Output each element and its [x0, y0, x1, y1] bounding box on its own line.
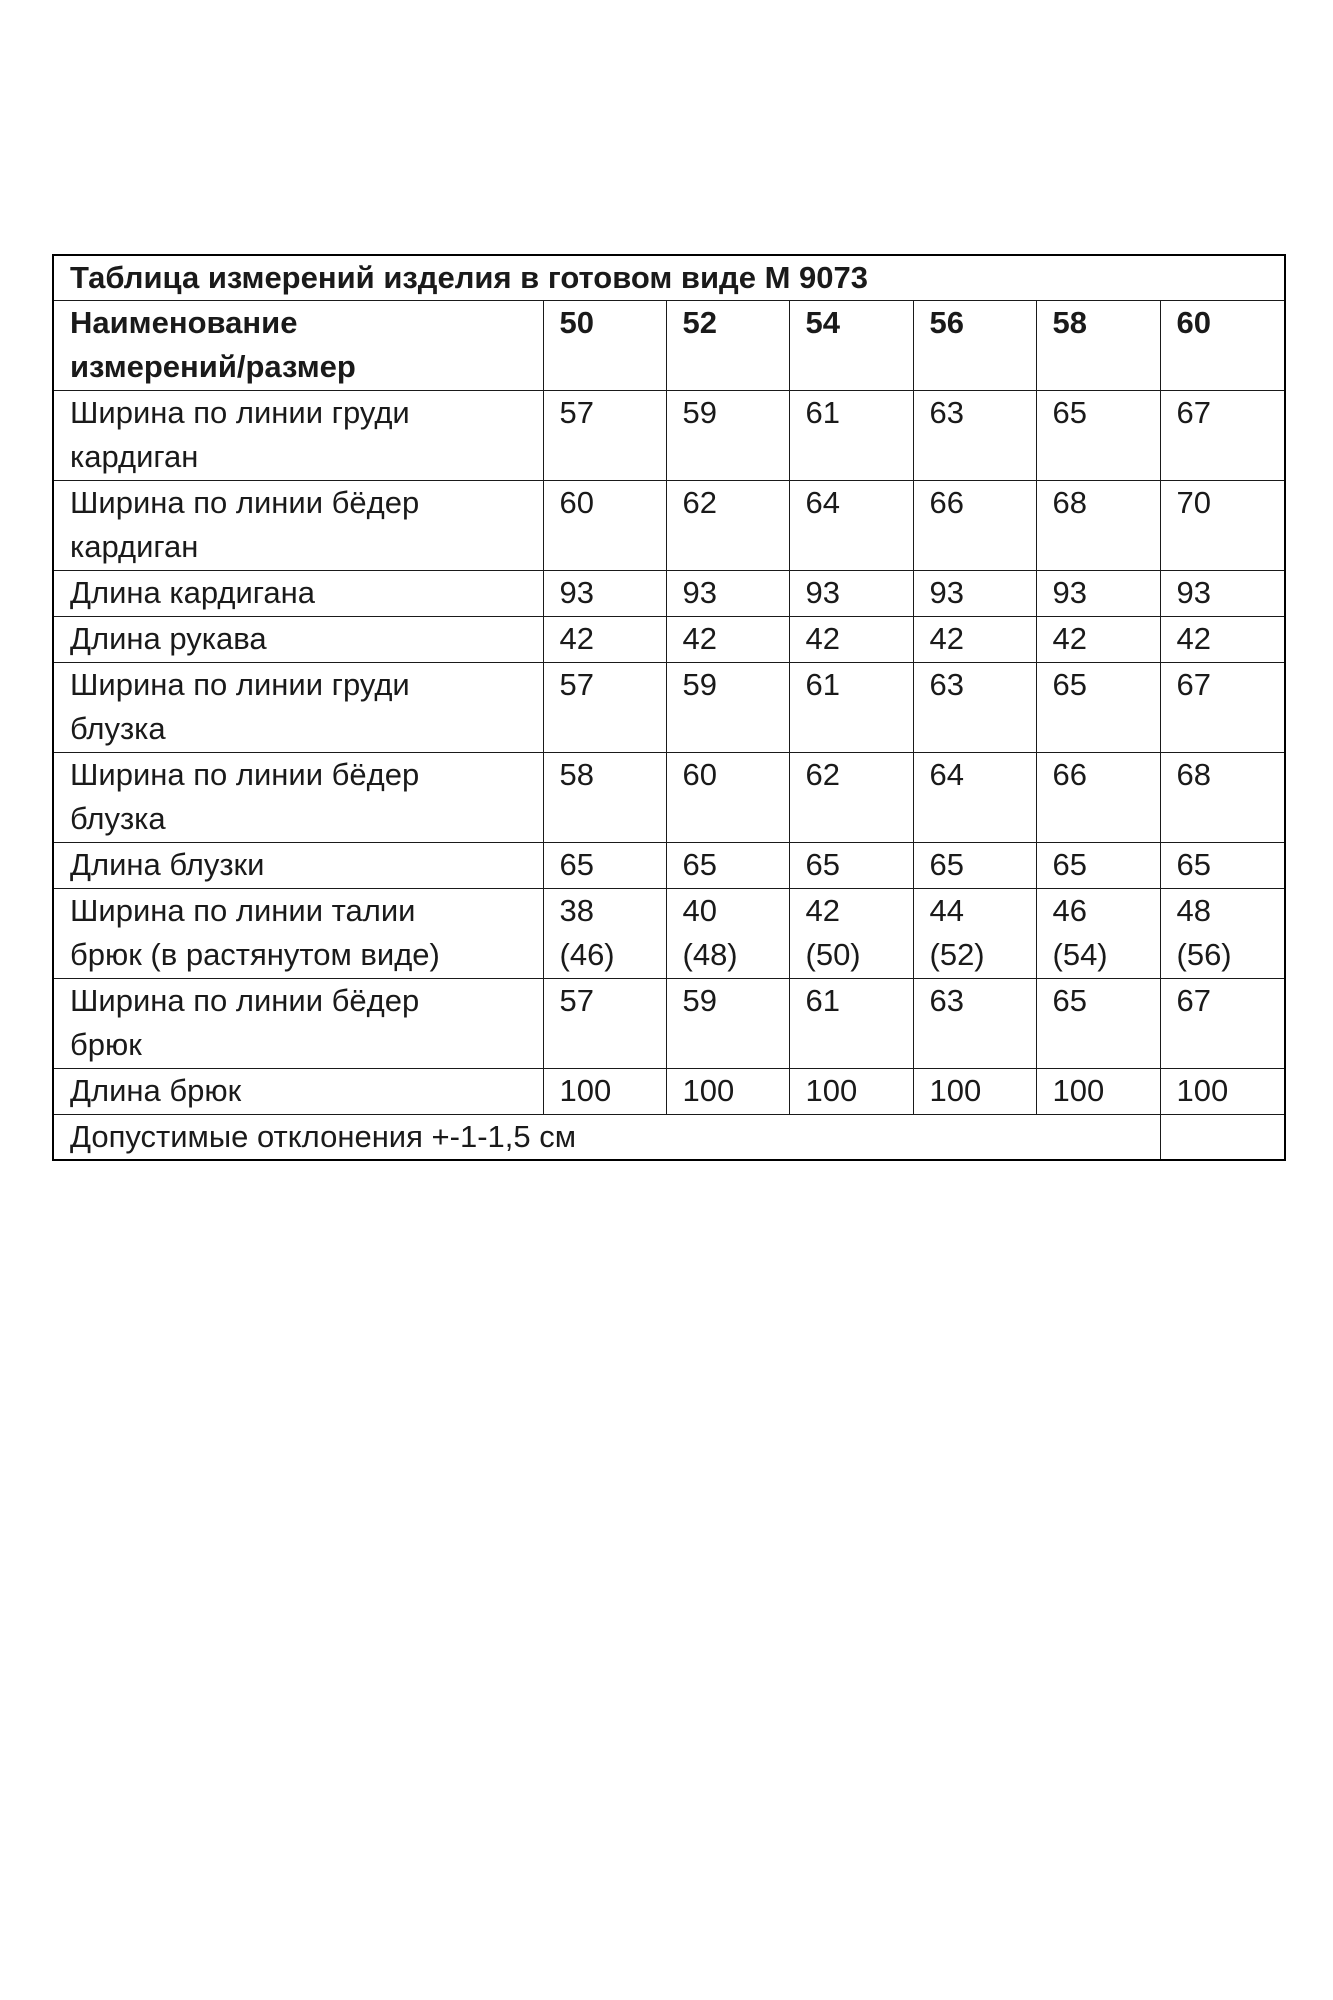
row-value: 59	[666, 391, 789, 481]
table-row	[53, 1069, 1285, 1115]
row-value: 65	[666, 843, 789, 889]
row-label-line1: Ширина по линии бёдер	[70, 485, 420, 520]
row-value: 100	[789, 1069, 913, 1115]
row-value: 57	[543, 663, 666, 753]
row-value: 65	[543, 843, 666, 889]
row-label-line1: Ширина по линии бёдер	[70, 983, 420, 1018]
row-value: 65	[1036, 843, 1160, 889]
row-label-line2: брюк (в растянутом виде)	[70, 937, 440, 972]
row-label	[53, 979, 543, 1069]
tolerance-note: Допустимые отклонения +-1-1,5 см	[53, 1115, 1160, 1161]
row-label-line1: Длина рукава	[70, 621, 267, 656]
row-value: 100	[913, 1069, 1036, 1115]
row-value: 65	[1036, 979, 1160, 1069]
row-value: 58	[543, 753, 666, 843]
row-value: 42	[913, 617, 1036, 663]
row-value: 42	[543, 617, 666, 663]
row-value: 59	[666, 979, 789, 1069]
row-value: 65	[913, 843, 1036, 889]
row-value: 62	[666, 481, 789, 571]
row-value: 93	[1160, 571, 1285, 617]
row-label	[53, 1069, 543, 1115]
row-value: 42	[1160, 617, 1285, 663]
row-value: 100	[543, 1069, 666, 1115]
row-value: 63	[913, 979, 1036, 1069]
row-value-stretched: (48)	[682, 937, 738, 972]
row-value: 67	[1160, 663, 1285, 753]
row-value: 70	[1160, 481, 1285, 571]
header-size: 56	[913, 301, 1036, 391]
header-name-line1: Наименование	[70, 305, 298, 340]
table-row	[53, 753, 1285, 843]
row-label-line2: кардиган	[70, 439, 199, 474]
row-value: 100	[1160, 1069, 1285, 1115]
row-value-stretched: (56)	[1176, 937, 1232, 972]
row-value-stretched: (46)	[559, 937, 615, 972]
row-label-line2: блузка	[70, 711, 166, 746]
table-title-row	[53, 255, 1285, 301]
row-value: 64	[913, 753, 1036, 843]
measurement-sheet	[52, 254, 1284, 1161]
row-label	[53, 753, 543, 843]
table-row	[53, 663, 1285, 753]
row-value: 100	[666, 1069, 789, 1115]
row-value: 42	[805, 893, 840, 928]
row-value-stretched: (54)	[1052, 937, 1108, 972]
table-row	[53, 391, 1285, 481]
row-value: 68	[1160, 753, 1285, 843]
row-label-line1: Длина брюк	[70, 1073, 242, 1108]
header-name-cell	[53, 301, 543, 391]
row-value: 61	[789, 663, 913, 753]
measurement-table	[52, 254, 1286, 1161]
row-value-cell	[1160, 889, 1285, 979]
row-value: 42	[666, 617, 789, 663]
row-value: 93	[543, 571, 666, 617]
row-value: 67	[1160, 979, 1285, 1069]
row-label-line2: блузка	[70, 801, 166, 836]
header-name-line2: измерений/размер	[70, 349, 356, 384]
row-value: 59	[666, 663, 789, 753]
row-value: 93	[789, 571, 913, 617]
row-value: 62	[789, 753, 913, 843]
table-row	[53, 481, 1285, 571]
row-value: 100	[1036, 1069, 1160, 1115]
table-row	[53, 979, 1285, 1069]
header-size: 60	[1160, 301, 1285, 391]
row-label-line1: Длина блузки	[70, 847, 265, 882]
header-size: 50	[543, 301, 666, 391]
row-value-stretched: (52)	[929, 937, 985, 972]
row-label-line2: брюк	[70, 1027, 142, 1062]
row-label-line1: Ширина по линии груди	[70, 395, 410, 430]
table-row	[53, 889, 1285, 979]
row-value: 93	[1036, 571, 1160, 617]
row-value: 48	[1176, 893, 1211, 928]
row-value: 67	[1160, 391, 1285, 481]
table-row	[53, 571, 1285, 617]
row-value: 38	[559, 893, 594, 928]
row-label-line1: Ширина по линии бёдер	[70, 757, 420, 792]
row-value: 61	[789, 979, 913, 1069]
row-value: 66	[913, 481, 1036, 571]
row-value-cell	[789, 889, 913, 979]
row-value: 65	[1036, 391, 1160, 481]
table-row	[53, 843, 1285, 889]
row-value: 57	[543, 979, 666, 1069]
row-value: 42	[1036, 617, 1160, 663]
row-label-line1: Длина кардигана	[70, 575, 316, 610]
row-value: 57	[543, 391, 666, 481]
row-value: 61	[789, 391, 913, 481]
row-label-line2: кардиган	[70, 529, 199, 564]
row-value-cell	[666, 889, 789, 979]
row-value: 93	[913, 571, 1036, 617]
row-label-line1: Ширина по линии груди	[70, 667, 410, 702]
row-value: 65	[1036, 663, 1160, 753]
row-value: 63	[913, 663, 1036, 753]
row-label	[53, 391, 543, 481]
row-value-cell	[913, 889, 1036, 979]
row-value: 66	[1036, 753, 1160, 843]
row-value: 93	[666, 571, 789, 617]
row-value: 64	[789, 481, 913, 571]
row-value: 46	[1052, 893, 1087, 928]
row-value: 44	[929, 893, 964, 928]
row-label	[53, 481, 543, 571]
row-label	[53, 571, 543, 617]
row-label-line1: Ширина по линии талии	[70, 893, 416, 928]
row-value: 42	[789, 617, 913, 663]
row-value: 60	[666, 753, 789, 843]
row-value: 63	[913, 391, 1036, 481]
row-value-stretched: (50)	[805, 937, 861, 972]
row-label	[53, 843, 543, 889]
header-size: 58	[1036, 301, 1160, 391]
row-label	[53, 889, 543, 979]
table-header-row	[53, 301, 1285, 391]
row-value: 68	[1036, 481, 1160, 571]
row-value-cell	[1036, 889, 1160, 979]
row-value: 65	[789, 843, 913, 889]
header-size: 54	[789, 301, 913, 391]
row-value-cell	[543, 889, 666, 979]
row-value: 65	[1160, 843, 1285, 889]
table-footer-row	[53, 1115, 1285, 1161]
row-value: 40	[682, 893, 717, 928]
row-value: 60	[543, 481, 666, 571]
row-label	[53, 617, 543, 663]
footer-empty-cell	[1160, 1115, 1285, 1161]
header-size: 52	[666, 301, 789, 391]
table-row	[53, 617, 1285, 663]
row-label	[53, 663, 543, 753]
table-title: Таблица измерений изделия в готовом виде М 9073	[53, 255, 1285, 301]
